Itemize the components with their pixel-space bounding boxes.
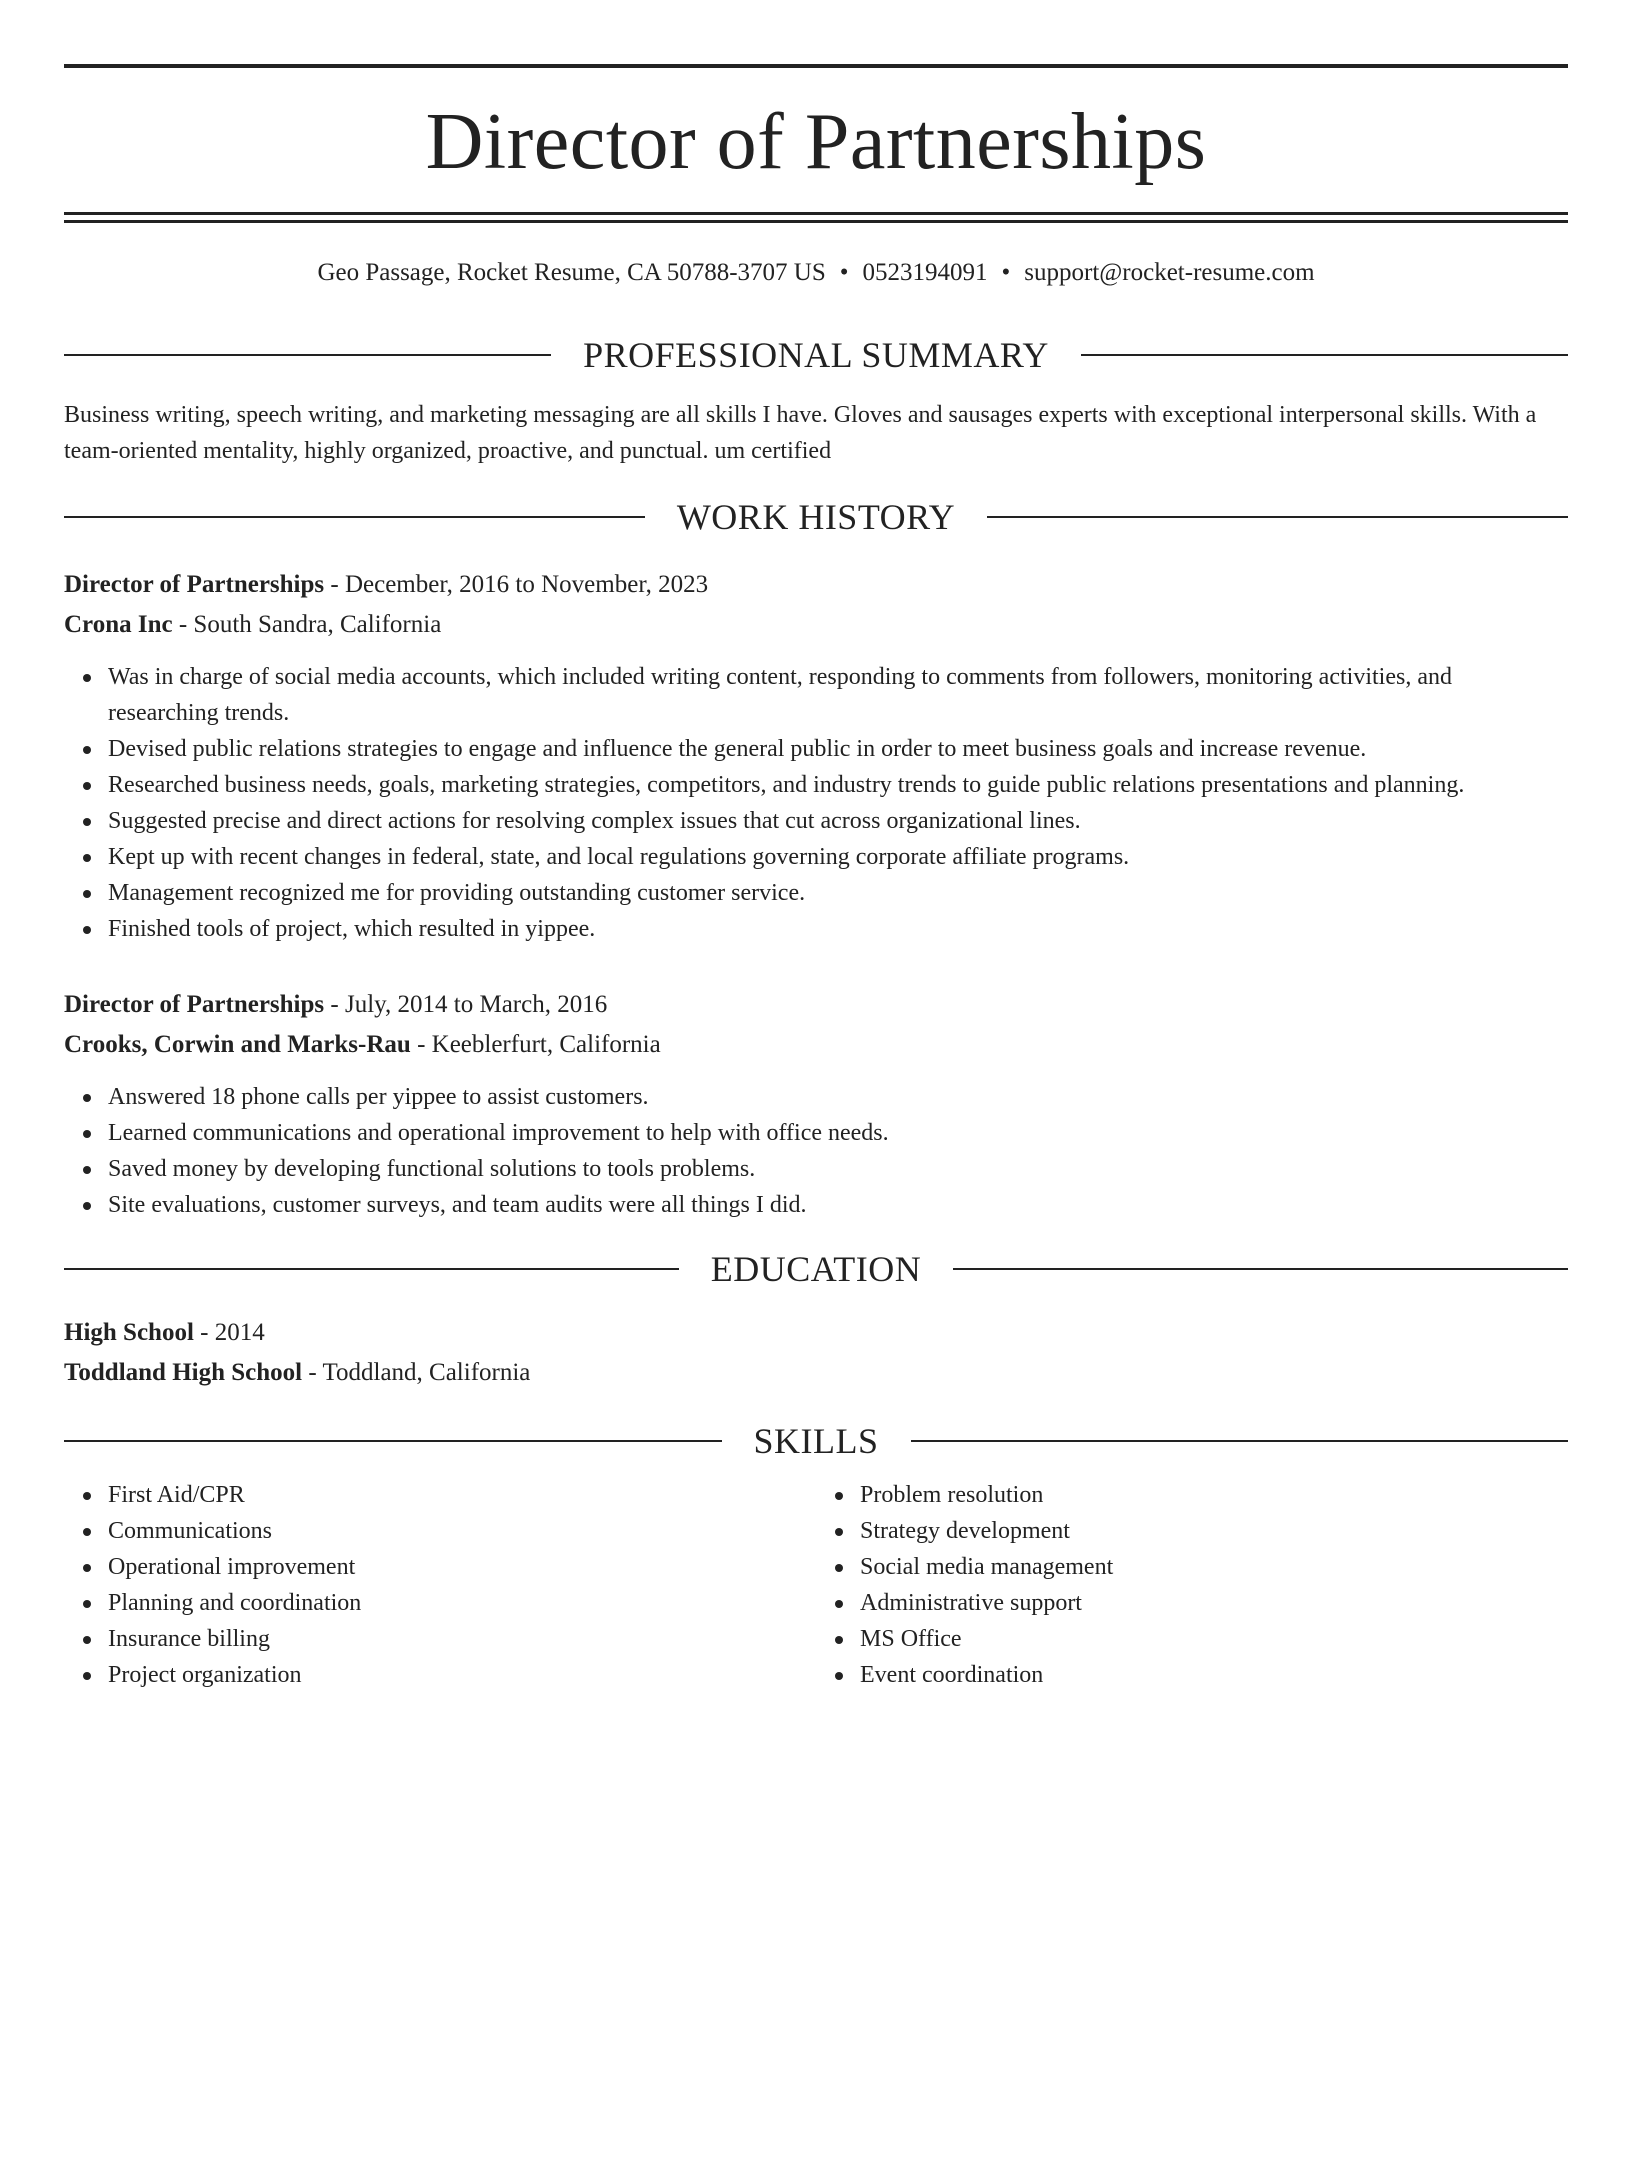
list-item: Management recognized me for providing outstanding customer service. bbox=[108, 875, 1568, 911]
job-title-line bbox=[64, 985, 1568, 1025]
skills-section-header bbox=[64, 1419, 1568, 1463]
resume-page bbox=[0, 64, 1632, 2176]
header-rule-right bbox=[987, 516, 1568, 518]
contact-separator: • bbox=[1001, 259, 1011, 286]
list-item: Operational improvement bbox=[108, 1549, 816, 1585]
list-item: First Aid/CPR bbox=[108, 1477, 816, 1513]
resume-title: Director of Partnerships bbox=[425, 98, 1207, 186]
list-item: Event coordination bbox=[860, 1657, 1568, 1693]
header-rule-right bbox=[911, 1440, 1569, 1442]
list-item: Administrative support bbox=[860, 1585, 1568, 1621]
skills-list-left bbox=[64, 1477, 816, 1693]
list-item: MS Office bbox=[860, 1621, 1568, 1657]
education-section-header bbox=[64, 1247, 1568, 1291]
job-company: Crooks, Corwin and Marks-Rau bbox=[64, 1031, 411, 1058]
job-title: Director of Partnerships bbox=[64, 571, 325, 598]
list-item: Was in charge of social media accounts, which included writing content, responding to comments from followers, monitoring activities, and researching trends. bbox=[108, 659, 1568, 731]
header-rule-left bbox=[64, 354, 551, 356]
contact-email[interactable]: support@rocket-resume.com bbox=[1024, 259, 1315, 286]
education-school: Toddland High School bbox=[64, 1359, 303, 1386]
skills-heading: SKILLS bbox=[753, 1421, 879, 1461]
education-degree: High School bbox=[64, 1319, 194, 1346]
list-item: Saved money by developing functional solutions to tools problems. bbox=[108, 1151, 1568, 1187]
job-company: Crona Inc bbox=[64, 611, 173, 638]
summary-section-header bbox=[64, 333, 1568, 377]
list-item: Researched business needs, goals, marketing strategies, competitors, and industry trends to guide public relations presentations and planning. bbox=[108, 767, 1568, 803]
job-location: - South Sandra, California bbox=[172, 611, 442, 638]
job-bullets bbox=[64, 659, 1568, 947]
job-dates: - July, 2014 to March, 2016 bbox=[324, 991, 608, 1018]
list-item: Problem resolution bbox=[860, 1477, 1568, 1513]
list-item: Strategy development bbox=[860, 1513, 1568, 1549]
skills-list-right bbox=[816, 1477, 1568, 1693]
list-item: Learned communications and operational improvement to help with office needs. bbox=[108, 1115, 1568, 1151]
list-item: Site evaluations, customer surveys, and team audits were all things I did. bbox=[108, 1187, 1568, 1223]
list-item: Insurance billing bbox=[108, 1621, 816, 1657]
education-location: - Toddland, California bbox=[302, 1359, 531, 1386]
job-title: Director of Partnerships bbox=[64, 991, 325, 1018]
education-entry bbox=[64, 1313, 1568, 1393]
list-item: Answered 18 phone calls per yippee to assist customers. bbox=[108, 1079, 1568, 1115]
work-heading: WORK HISTORY bbox=[676, 497, 956, 537]
job-company-line bbox=[64, 605, 1568, 645]
job-bullets bbox=[64, 1079, 1568, 1223]
title-double-rule bbox=[64, 212, 1568, 223]
list-item: Suggested precise and direct actions for resolving complex issues that cut across organizational lines. bbox=[108, 803, 1568, 839]
education-year: - 2014 bbox=[193, 1319, 265, 1346]
contact-address: Geo Passage, Rocket Resume, CA 50788-3707 US bbox=[317, 259, 826, 286]
job-entry-2 bbox=[64, 985, 1568, 1223]
education-degree-line bbox=[64, 1313, 1568, 1353]
skills-column-left bbox=[64, 1477, 816, 1693]
list-item: Kept up with recent changes in federal, state, and local regulations governing corporate affiliate programs. bbox=[108, 839, 1568, 875]
header-rule-right bbox=[1081, 354, 1568, 356]
header-rule-right bbox=[953, 1268, 1568, 1270]
contact-line bbox=[64, 257, 1568, 289]
list-item: Planning and coordination bbox=[108, 1585, 816, 1621]
education-school-line bbox=[64, 1353, 1568, 1393]
skills-columns bbox=[64, 1477, 1568, 1693]
job-location: - Keeblerfurt, California bbox=[410, 1031, 661, 1058]
list-item: Finished tools of project, which resulted in yippee. bbox=[108, 911, 1568, 947]
header-rule-left bbox=[64, 516, 645, 518]
header-rule-left bbox=[64, 1268, 679, 1270]
contact-phone: 0523194091 bbox=[862, 259, 988, 286]
job-entry-1 bbox=[64, 565, 1568, 947]
list-item: Social media management bbox=[860, 1549, 1568, 1585]
header-rule-left bbox=[64, 1440, 722, 1442]
work-section-header bbox=[64, 495, 1568, 539]
summary-text: Business writing, speech writing, and marketing messaging are all skills I have. Gloves and sausages experts with exceptional interpersonal skills. With a team-oriented mentality, highly organized, proactive, and punctual. um certified bbox=[64, 402, 1537, 464]
job-title-line bbox=[64, 565, 1568, 605]
list-item: Project organization bbox=[108, 1657, 816, 1693]
summary-heading: PROFESSIONAL SUMMARY bbox=[583, 335, 1049, 375]
list-item: Communications bbox=[108, 1513, 816, 1549]
contact-separator: • bbox=[839, 259, 849, 286]
job-company-line bbox=[64, 1025, 1568, 1065]
skills-column-right bbox=[816, 1477, 1568, 1693]
list-item: Devised public relations strategies to engage and influence the general public in order to meet business goals and increase revenue. bbox=[108, 731, 1568, 767]
job-dates: - December, 2016 to November, 2023 bbox=[324, 571, 709, 598]
education-heading: EDUCATION bbox=[710, 1249, 922, 1289]
